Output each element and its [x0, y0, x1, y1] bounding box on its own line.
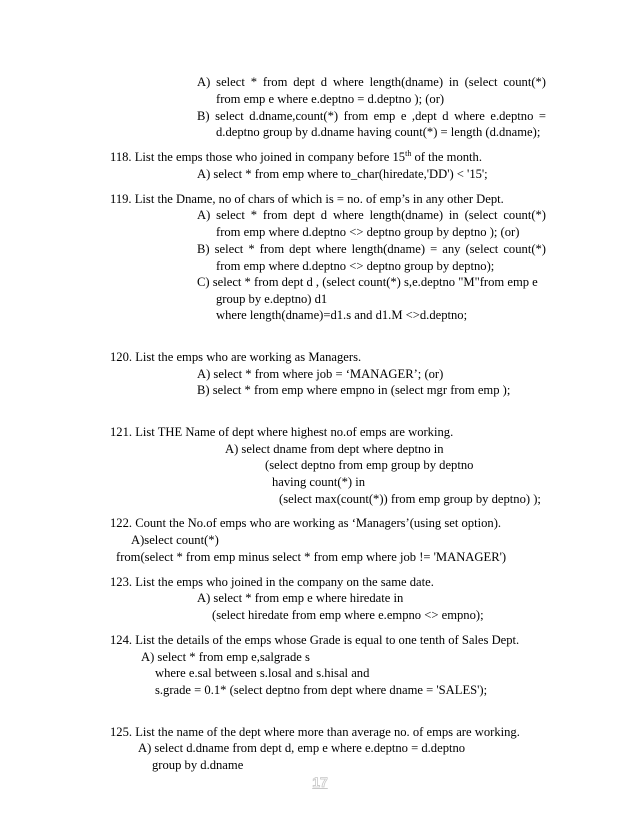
page-number: 17 [312, 774, 328, 790]
q125-question: 125. List the name of the dept where more than average no. of emps are working. [110, 725, 520, 739]
q125-line2: group by d.dname [152, 758, 244, 772]
q121-line1: A) select dname from dept where deptno in [225, 442, 444, 456]
q119-question: 119. List the Dname, no of chars of which is = no. of emp’s in any other Dept. [110, 192, 504, 206]
q117-option-a-line2: from emp e where e.deptno = d.deptno ); (or) [216, 92, 445, 106]
q125-line1: A) select d.dname from dept d, emp e where e.deptno = d.deptno [138, 741, 466, 755]
q117-option-b-line2: d.deptno group by d.dname having count(*) = length (d.dname); [216, 125, 541, 139]
q120-option-a: A) select * from where job = ‘MANAGER’; (or) [197, 367, 444, 381]
q119-option-c-line2: group by e.deptno) d1 [216, 292, 328, 306]
q119-option-b-line2: from emp where d.deptno <> deptno group by deptno); [216, 259, 495, 273]
q124-line3: s.grade = 0.1* (select deptno from dept where dname = 'SALES'); [155, 683, 488, 697]
q121-line2: (select deptno from emp group by deptno [265, 458, 474, 472]
q119-option-b-line1: B) select * from dept where length(dname) = any (select count(*) [197, 242, 546, 256]
q124-question: 124. List the details of the emps whose Grade is equal to one tenth of Sales Dept. [110, 633, 520, 647]
q120-question: 120. List the emps who are working as Managers. [110, 350, 362, 364]
q121-line3: having count(*) in [272, 475, 366, 489]
q123-line2: (select hiredate from emp where e.empno <> empno); [212, 608, 484, 622]
q123-line1: A) select * from emp e where hiredate in [197, 591, 404, 605]
q121-line4: (select max(count(*)) from emp group by deptno) ); [279, 492, 541, 506]
q122-line2: from(select * from emp minus select * from emp where job != 'MANAGER') [116, 550, 507, 564]
q122-question: 122. Count the No.of emps who are working as ‘Managers’(using set option). [110, 516, 502, 530]
q119-option-c-line1: C) select * from dept d , (select count(*) s,e.deptno "M"from emp e [197, 275, 538, 289]
q121-question: 121. List THE Name of dept where highest no.of emps are working. [110, 425, 454, 439]
q119-option-c-line3: where length(dname)=d1.s and d1.M <>d.deptno; [216, 308, 468, 322]
q124-line2: where e.sal between s.losal and s.hisal and [155, 666, 370, 680]
q117-option-a-line1: A) select * from dept d where length(dname) in (select count(*) [197, 75, 546, 89]
q118-question: 118. List the emps those who joined in company before 15th of the month. [110, 148, 482, 164]
q120-option-b: B) select * from emp where empno in (select mgr from emp ); [197, 383, 511, 397]
q124-line1: A) select * from emp e,salgrade s [141, 650, 310, 664]
q117-option-b-line1: B) select d.dname,count(*) from emp e ,dept d where e.deptno = [197, 109, 546, 123]
q122-line1: A)select count(*) [131, 533, 219, 547]
q123-question: 123. List the emps who joined in the company on the same date. [110, 575, 434, 589]
q118-option-a: A) select * from emp where to_char(hiredate,'DD') < '15'; [197, 167, 488, 181]
q119-option-a-line2: from emp where d.deptno <> deptno group by deptno ); (or) [216, 225, 520, 239]
q119-option-a-line1: A) select * from dept d where length(dname) in (select count(*) [197, 208, 546, 222]
